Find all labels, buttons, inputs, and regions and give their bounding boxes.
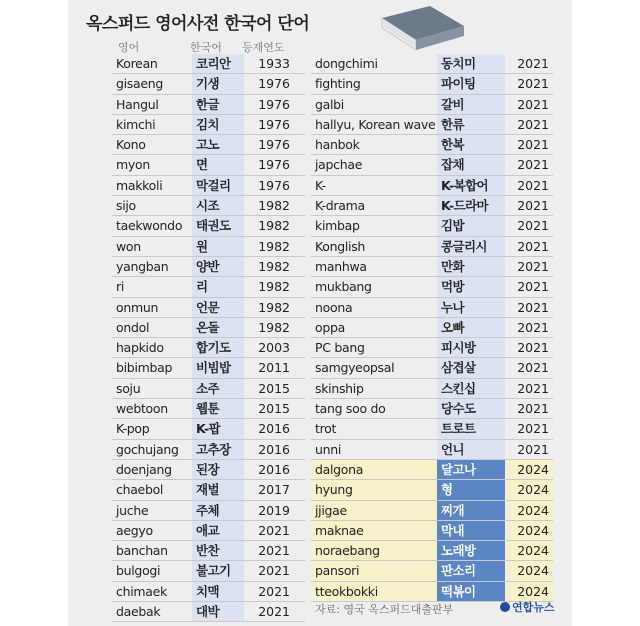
korean-word: 시조: [196, 198, 219, 214]
korean-word: 재벌: [196, 482, 219, 498]
korean-word: 오빠: [441, 319, 464, 335]
english-word: soju: [116, 380, 141, 396]
korean-word: 기생: [196, 76, 219, 92]
table-row: [311, 501, 553, 521]
year-value: 1982: [258, 238, 290, 254]
english-word: mukbang: [315, 279, 372, 295]
year-value: 2021: [517, 137, 549, 153]
english-word: K-drama: [315, 198, 365, 214]
table-row: [311, 541, 553, 561]
year-value: 1982: [258, 299, 290, 315]
table-row: [112, 460, 305, 480]
table-row: [112, 216, 305, 236]
page-title: 옥스퍼드 영어사전 한국어 단어: [86, 14, 310, 34]
english-word: won: [116, 238, 141, 254]
table-row: [112, 298, 305, 318]
year-value: 1976: [258, 116, 290, 132]
year-value: 2016: [258, 421, 290, 437]
table-row: [112, 196, 305, 216]
table-row: [112, 74, 305, 94]
english-word: bulgogi: [116, 563, 161, 579]
korean-word: 파이팅: [441, 76, 476, 92]
year-value: 2021: [517, 198, 549, 214]
year-value: 2021: [517, 258, 549, 274]
english-word: maknae: [315, 522, 364, 538]
korean-word: 김치: [196, 116, 219, 132]
table-row: [112, 480, 305, 500]
english-word: trot: [315, 421, 337, 437]
table-row: [311, 561, 553, 581]
table-row: [112, 399, 305, 419]
table-row: [311, 54, 553, 74]
year-value: 1982: [258, 319, 290, 335]
row-divider: [112, 621, 305, 622]
table-row: [311, 135, 553, 155]
table-row: [311, 338, 553, 358]
korean-word: K-복합어: [441, 177, 489, 193]
year-value: 2024: [517, 522, 549, 538]
korean-word: 대박: [196, 604, 219, 620]
english-word: Hangul: [116, 96, 159, 112]
year-value: 1976: [258, 76, 290, 92]
year-value: 2019: [258, 502, 290, 518]
english-word: jjigae: [315, 502, 347, 518]
korean-word: 주체: [196, 502, 219, 518]
table-row: [311, 115, 553, 135]
english-word: webtoon: [116, 401, 168, 417]
korean-word: 삼겹살: [441, 360, 476, 376]
word-table-left: [112, 54, 305, 622]
korean-word: 막걸리: [196, 177, 231, 193]
korean-word: 소주: [196, 380, 219, 396]
year-value: 2021: [517, 340, 549, 356]
year-value: 2021: [258, 563, 290, 579]
year-value: 2021: [517, 56, 549, 71]
year-value: 2021: [258, 604, 290, 620]
english-word: noraebang: [315, 543, 380, 559]
table-row: [311, 277, 553, 297]
korean-word: 온돌: [196, 319, 219, 335]
table-row: [112, 54, 305, 74]
table-row: [112, 237, 305, 257]
table-row: [112, 358, 305, 378]
year-value: 2021: [517, 96, 549, 112]
table-row: [311, 358, 553, 378]
korean-word: K-팝: [196, 421, 221, 437]
table-row: [112, 521, 305, 541]
korean-word: 된장: [196, 461, 219, 477]
year-value: 1982: [258, 198, 290, 214]
year-value: 1933: [258, 56, 290, 71]
table-row: [112, 318, 305, 338]
korean-word: 비빔밥: [196, 360, 231, 376]
table-row: [311, 521, 553, 541]
korean-word: 콩글리시: [441, 238, 487, 254]
year-value: 2024: [517, 543, 549, 559]
korean-word: K-드라마: [441, 198, 489, 214]
korean-word: 면: [196, 157, 208, 173]
korean-word: 피시방: [441, 340, 476, 356]
korean-word: 언문: [196, 299, 219, 315]
english-word: aegyo: [116, 522, 153, 538]
table-row: [112, 135, 305, 155]
table-row: [112, 419, 305, 439]
english-word: hanbok: [315, 137, 360, 153]
korean-word: 동치미: [441, 56, 476, 71]
korean-word: 잡채: [441, 157, 464, 173]
year-value: 2016: [258, 461, 290, 477]
english-word: oppa: [315, 319, 345, 335]
korean-word: 애교: [196, 522, 219, 538]
english-word: dalgona: [315, 461, 364, 477]
year-value: 1976: [258, 157, 290, 173]
header-year: 등재연도: [242, 41, 285, 54]
english-word: hyung: [315, 482, 353, 498]
year-value: 2021: [517, 116, 549, 132]
year-value: 2024: [517, 583, 549, 599]
english-word: skinship: [315, 380, 364, 396]
english-word: tang soo do: [315, 401, 386, 417]
year-value: 2021: [517, 441, 549, 457]
korean-word: 트로트: [441, 421, 476, 437]
korean-word: 양반: [196, 258, 219, 274]
english-word: Kono: [116, 137, 146, 153]
english-word: galbi: [315, 96, 344, 112]
english-word: Korean: [116, 56, 158, 71]
year-value: 2021: [517, 238, 549, 254]
header-korean: 한국어: [190, 41, 222, 54]
year-value: 2021: [517, 401, 549, 417]
table-row: [311, 440, 553, 460]
table-row: [112, 501, 305, 521]
table-row: [112, 257, 305, 277]
word-table-right: [311, 54, 553, 602]
english-word: juche: [116, 502, 149, 518]
year-value: 2017: [258, 482, 290, 498]
english-word: gisaeng: [116, 76, 164, 92]
korean-word: 합기도: [196, 340, 231, 356]
year-value: 2021: [258, 543, 290, 559]
korean-word: 고추장: [196, 441, 231, 457]
english-word: japchae: [315, 157, 363, 173]
table-row: [311, 196, 553, 216]
table-row: [112, 561, 305, 581]
table-row: [311, 480, 553, 500]
year-value: 2003: [258, 340, 290, 356]
english-word: K-: [315, 177, 326, 193]
korean-word: 치맥: [196, 583, 219, 599]
korean-word: 찌개: [437, 501, 505, 521]
korean-word: 고노: [196, 137, 219, 153]
korean-word: 막내: [437, 521, 505, 541]
year-value: 2021: [517, 319, 549, 335]
korean-word: 먹방: [441, 279, 464, 295]
year-value: 2024: [517, 461, 549, 477]
year-value: 1976: [258, 96, 290, 112]
korean-word: 원: [196, 238, 208, 254]
english-word: sijo: [116, 198, 136, 214]
table-row: [112, 155, 305, 175]
english-word: unni: [315, 441, 342, 457]
korean-word: 당수도: [441, 401, 476, 417]
year-value: 2021: [517, 299, 549, 315]
year-value: 2016: [258, 441, 290, 457]
korean-word: 노래방: [437, 541, 505, 561]
english-word: PC bang: [315, 340, 365, 356]
table-row: [311, 419, 553, 439]
korean-word: 갈비: [441, 96, 464, 112]
year-value: 2015: [258, 380, 290, 396]
korean-word: 떡볶이: [437, 582, 505, 602]
year-value: 2021: [517, 76, 549, 92]
korean-word: 달고나: [437, 460, 505, 480]
english-word: ondol: [116, 319, 150, 335]
english-word: manhwa: [315, 258, 367, 274]
year-value: 2021: [517, 157, 549, 173]
english-word: yangban: [116, 258, 169, 274]
english-word: noona: [315, 299, 353, 315]
english-word: ri: [116, 279, 125, 295]
english-word: kimchi: [116, 116, 156, 132]
english-word: hallyu, Korean wave: [315, 116, 436, 132]
table-row: [311, 74, 553, 94]
english-word: onmun: [116, 299, 159, 315]
english-word: fighting: [315, 76, 361, 92]
table-row: [112, 602, 305, 622]
logo-mark-icon: [500, 602, 510, 612]
year-value: 1982: [258, 279, 290, 295]
english-word: banchan: [116, 543, 168, 559]
english-word: K-pop: [116, 421, 150, 437]
english-word: hapkido: [116, 340, 164, 356]
year-value: 2015: [258, 401, 290, 417]
english-word: kimbap: [315, 218, 360, 234]
table-row: [311, 155, 553, 175]
korean-word: 언니: [441, 441, 464, 457]
korean-word: 누나: [441, 299, 464, 315]
english-word: samgyeopsal: [315, 360, 395, 376]
english-word: myon: [116, 157, 150, 173]
korean-word: 반찬: [196, 543, 219, 559]
korean-word: 만화: [441, 258, 464, 274]
table-row: [112, 582, 305, 602]
book-icon: [372, 0, 472, 62]
year-value: 2021: [517, 421, 549, 437]
korean-word: 불고기: [196, 563, 231, 579]
english-word: Konglish: [315, 238, 366, 254]
table-row: [311, 399, 553, 419]
table-row: [112, 541, 305, 561]
table-row: [311, 95, 553, 115]
korean-word: 형: [437, 480, 505, 500]
table-row: [112, 277, 305, 297]
korean-word: 한글: [196, 96, 219, 112]
year-value: 2021: [517, 360, 549, 376]
table-row: [311, 379, 553, 399]
year-value: 1976: [258, 137, 290, 153]
english-word: taekwondo: [116, 218, 183, 234]
korean-word: 웹툰: [196, 401, 219, 417]
year-value: 2021: [517, 218, 549, 234]
year-value: 1982: [258, 218, 290, 234]
table-row: [311, 318, 553, 338]
table-row: [112, 379, 305, 399]
english-word: makkoli: [116, 177, 163, 193]
english-word: pansori: [315, 563, 360, 579]
english-word: chimaek: [116, 583, 167, 599]
year-value: 2021: [258, 583, 290, 599]
logo-text: 연합뉴스: [512, 601, 555, 614]
table-row: [112, 95, 305, 115]
english-word: daebak: [116, 604, 161, 620]
korean-word: 김밥: [441, 218, 464, 234]
yonhap-logo: [500, 599, 555, 615]
year-value: 2011: [258, 360, 290, 376]
english-word: chaebol: [116, 482, 164, 498]
table-row: [112, 440, 305, 460]
korean-word: 판소리: [437, 561, 505, 581]
table-row: [311, 298, 553, 318]
korean-word: 리: [196, 279, 208, 295]
korean-word: 한복: [441, 137, 464, 153]
year-value: 1976: [258, 177, 290, 193]
year-value: 2021: [517, 177, 549, 193]
table-row: [112, 176, 305, 196]
year-value: 1982: [258, 258, 290, 274]
korean-word: 태권도: [196, 218, 231, 234]
year-value: 2021: [258, 522, 290, 538]
header-english: 영어: [118, 41, 140, 54]
table-row: [311, 460, 553, 480]
year-value: 2024: [517, 482, 549, 498]
year-value: 2021: [517, 380, 549, 396]
table-row: [311, 216, 553, 236]
table-row: [112, 338, 305, 358]
source-note: 자료: 영국 옥스퍼드대출판부: [315, 603, 454, 616]
korean-word: 스킨십: [441, 380, 476, 396]
year-value: 2024: [517, 502, 549, 518]
english-word: tteokbokki: [315, 583, 378, 599]
english-word: bibimbap: [116, 360, 173, 376]
korean-word: 코리안: [196, 56, 231, 71]
english-word: doenjang: [116, 461, 172, 477]
year-value: 2024: [517, 563, 549, 579]
korean-word: 한류: [441, 116, 464, 132]
english-word: gochujang: [116, 441, 179, 457]
table-row: [311, 257, 553, 277]
english-word: dongchimi: [315, 56, 378, 71]
table-row: [112, 115, 305, 135]
year-value: 2021: [517, 279, 549, 295]
table-row: [311, 176, 553, 196]
table-row: [311, 237, 553, 257]
